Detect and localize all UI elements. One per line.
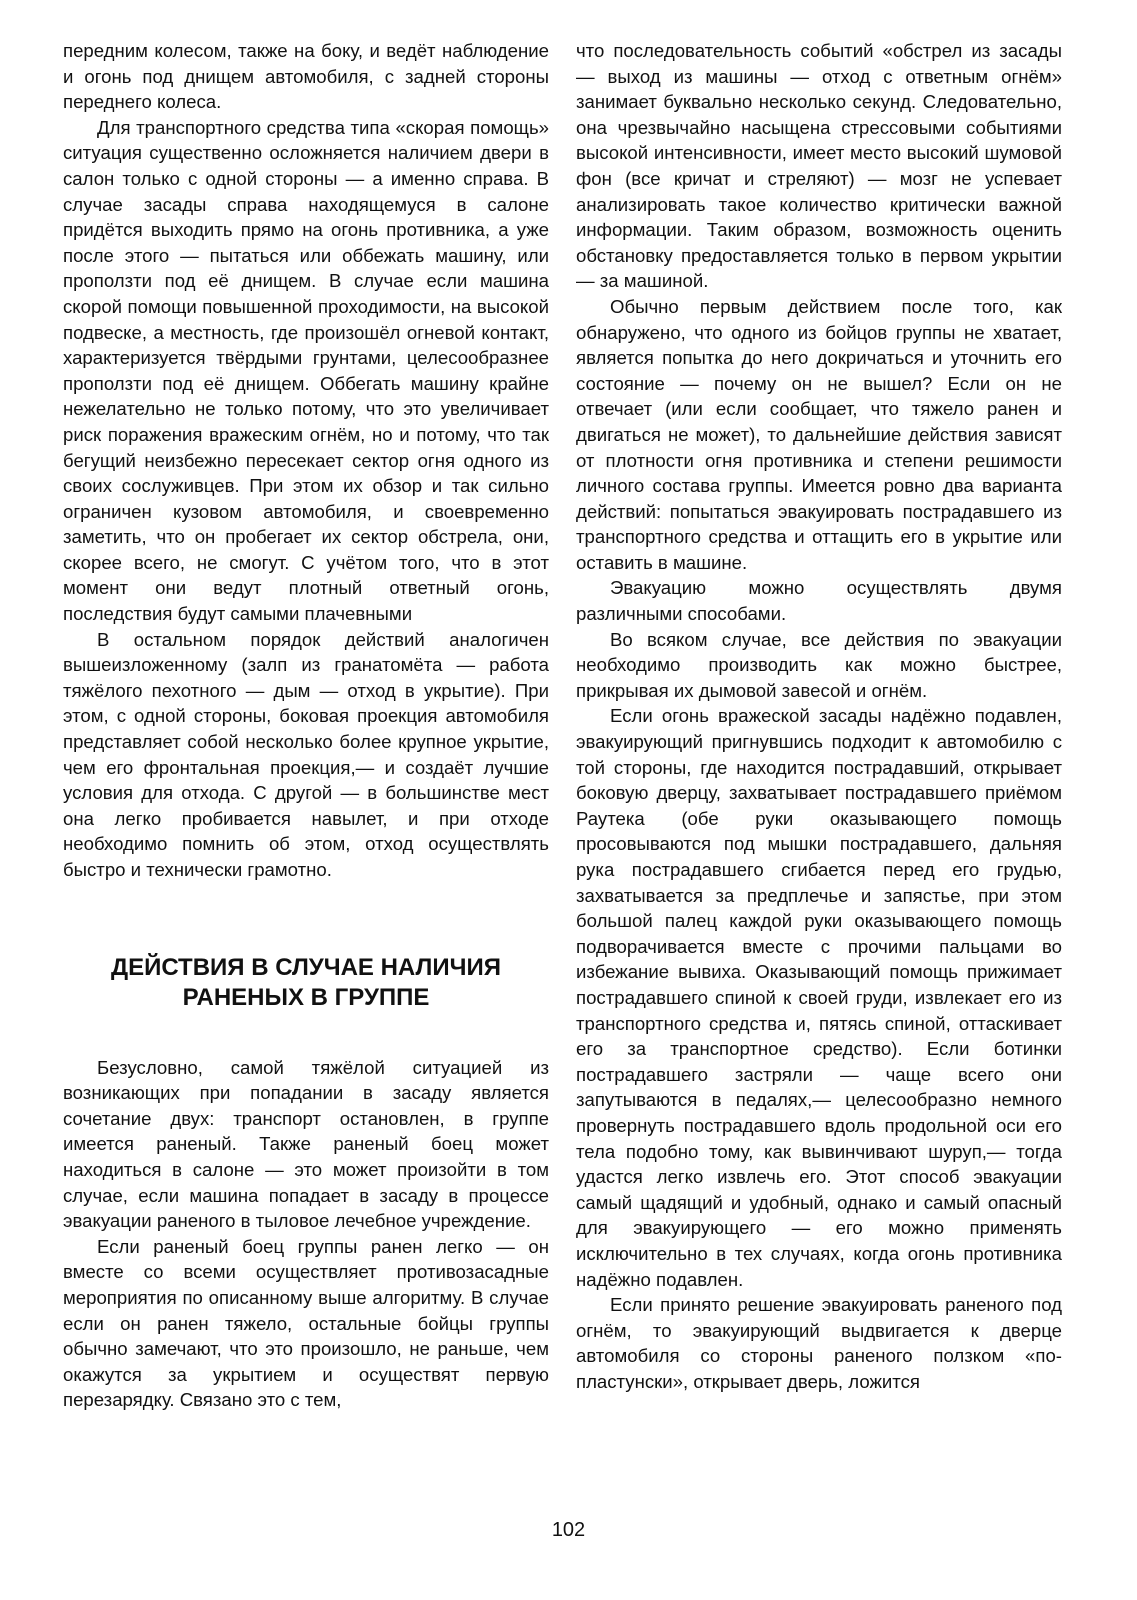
paragraph: что последовательность событий «обстрел из засады — выход из машины — отход с ответным огнём» занимает буквально несколько секунд. Следовательно, она чрезвычайно насыщена стрессовыми событиями высокой интенсивности, имеет место высокий шумовой фон (все кричат и стреляют) — мозг не успевает анализировать такое количество критически важной информации. Таким образом, возможность оценить обстановку предоставляется только в первом укрытии — за машиной.: [576, 40, 1062, 292]
paragraph: Если принято решение эвакуировать раненого под огнём, то эвакуирующий выдвигается к дверце автомобиля со стороны раненого ползком «по-пластунски», открывает дверь, ложится: [576, 1294, 1062, 1392]
paragraph: Безусловно, самой тяжёлой ситуацией из возникающих при попадании в засаду является сочетание двух: транспорт остановлен, в группе имеется раненый. Также раненый боец может находиться в салоне — это может произойти в том случае, если машина попадает в засаду в процессе эвакуации раненого в тыловое лечебное учреждение.: [63, 1056, 549, 1232]
section-heading: [63, 953, 549, 1013]
page-number: 102: [551, 1519, 586, 1541]
section-heading-line: РАНЕНЫХ В ГРУППЕ: [182, 983, 430, 1011]
paragraph: Если раненый боец группы ранен легко — он вместе со всеми осуществляет противозасадные мероприятия по описанному выше алгоритму. В случае если он ранен тяжело, остальные бойцы группы обычно замечают, что это произошло, не раньше, чем окажутся за укрытием и осуществят первую перезарядку. Связано это с тем,: [63, 1235, 549, 1411]
paragraph: Для транспортного средства типа «скорая помощь» ситуация существенно осложняется наличием двери в салон только с одной стороны — а именно справа. В случае засады справа находящемуся в салоне придётся выходить прямо на огонь противника, а уже после этого — пытаться или оббежать машину, или проползти под её днищем. В случае если машина скорой помощи повышенной проходимости, на высокой подвеске, а местность, где произошёл огневой контакт, характеризуется твёрдыми грунтами, целесообразнее проползти под её днищем. Оббегать машину крайне нежелательно не только потому, что это увеличивает риск поражения вражеским огнём, но и потому, что так бегущий неизбежно пересекает сектор огня одного из своих сослуживцев. При этом их обзор и так сильно ограничен кузовом автомобиля, и своевременно заметить, что он пробегает их сектор обстрела, они, скорее всего, не смогут. С учётом того, что в этот момент они ведут плотный ответный огонь, последствия будут самыми плачевными: [63, 116, 549, 625]
paragraph: В остальном порядок действий аналогичен вышеизложенному (залп из гранатомёта — работа тяжёлого пехотного — дым — отход в укрытие). При этом, с одной стороны, боковая проекция автомобиля представляет собой несколько более крупное укрытие, чем его фронтальная проекция,— и создаёт лучшие условия для отхода. С другой — в большинстве мест она легко пробивается навылет, и при отходе необходимо помнить об этом, отход осуществлять быстро и технически грамотно.: [63, 628, 549, 880]
paragraph: Если огонь вражеской засады надёжно подавлен, эвакуирующий пригнувшись подходит к автомобилю с той стороны, где находится пострадавший, открывает боковую дверцу, захватывает пострадавшего приёмом Раутека (обе руки оказывающего помощь просовываются под мышки пострадавшего, дальняя рука пострадавшего сгибается перед его грудью, захватывается за предплечье и запястье, при этом большой палец каждой руки оказывающего помощь подворачивается вместе с прочими пальцами во избежание вывиха. Оказывающий помощь прижимает пострадавшего спиной к своей груди, извлекает его из транспортного средства и, пятясь спиной, оттаскивает его за транспортное средство). Если ботинки пострадавшего застряли — чаще всего они запутываются в педалях,— целесообразно немного провернуть пострадавшего вдоль продольной оси его тела подобно тому, как вывинчивают шуруп,— тогда удастся легко извлечь его. Этот способ эвакуации самый щадящий и удобный, однако и самый опасный для эвакуирующего — его можно применять исключительно в тех случаях, когда огонь противника надёжно подавлен.: [576, 705, 1062, 1290]
paragraph: Эвакуацию можно осуществлять двумя различными способами.: [576, 577, 1062, 625]
left-column: [63, 38, 549, 1413]
paragraph: Обычно первым действием после того, как обнаружено, что одного из бойцов группы не хватает, является попытка до него докричаться и уточнить его состояние — почему он не вышел? Если он не отвечает (или если сообщает, что тяжело ранен и двигаться не может), то дальнейшие действия зависят от плотности огня противника и степени решимости личного состава группы. Имеется ровно два варианта действий: попытаться эвакуировать пострадавшего из транспортного средства и оттащить его в укрытие или оставить в машине.: [576, 295, 1062, 573]
section-heading-line: ДЕЙСТВИЯ В СЛУЧАЕ НАЛИЧИЯ: [110, 953, 502, 981]
paragraph: передним колесом, также на боку, и ведёт наблюдение и огонь под днищем автомобиля, с задней стороны переднего колеса.: [63, 40, 549, 113]
right-column: [576, 38, 1062, 1394]
paragraph: Во всяком случае, все действия по эвакуации необходимо производить как можно быстрее, прикрывая их дымовой завесой и огнём.: [576, 628, 1062, 701]
